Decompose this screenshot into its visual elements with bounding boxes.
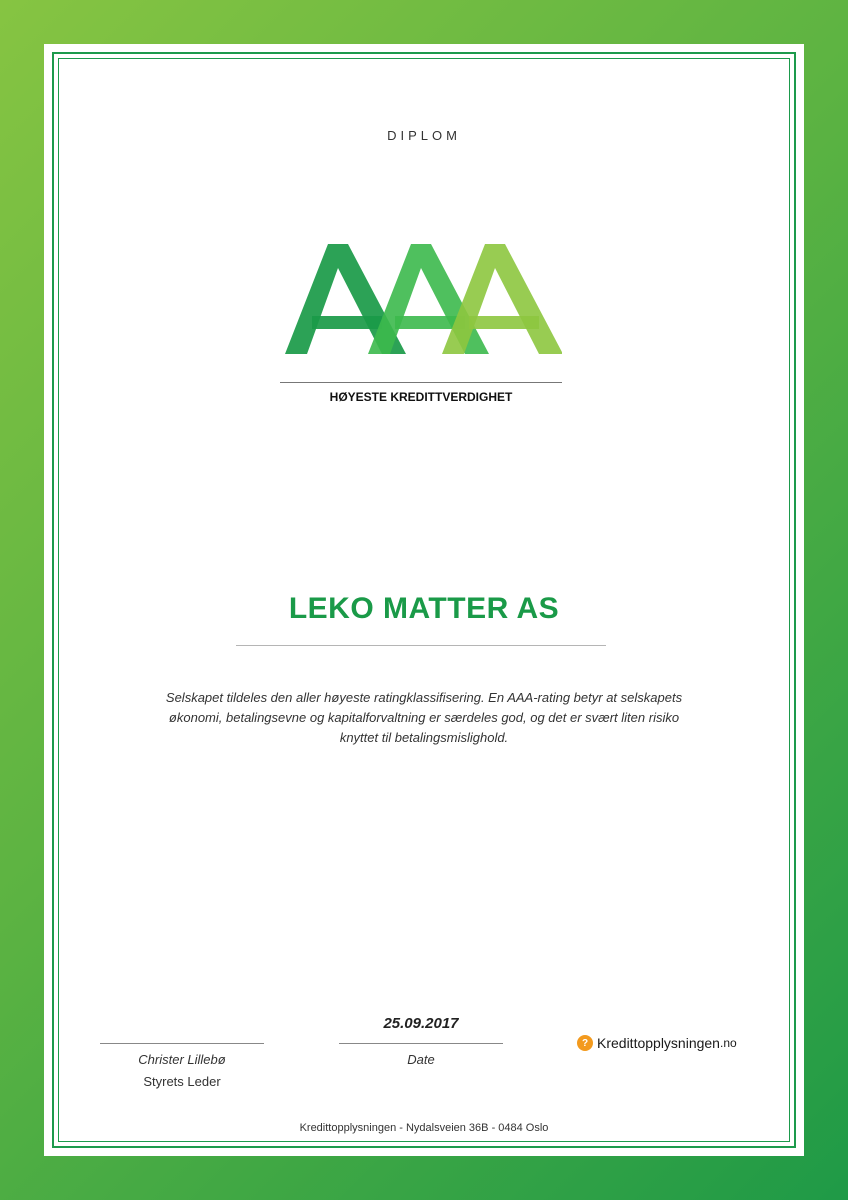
- diploma-page: [44, 44, 804, 1156]
- footer-address: Kredittopplysningen - Nydalsveien 36B - 0484 Oslo: [299, 1122, 549, 1134]
- rating-tagline: HØYESTE KREDITTVERDIGHET: [329, 390, 513, 404]
- signer-title: Styrets Leder: [143, 1074, 221, 1089]
- logo-underline: [280, 382, 562, 383]
- aaa-rating-logo: [280, 234, 562, 409]
- brand-logo: [577, 1033, 737, 1053]
- signature-line: [100, 1043, 264, 1044]
- company-divider: [236, 645, 606, 646]
- rating-description: Selskapet tildeles den aller høyeste ratingklassifisering. En AAA-rating betyr at selskapets økonomi, betalingsevne og kapitalforvaltning er særdeles god, og det er svært liten risiko knyttet til betalingsmislighold.: [165, 690, 683, 745]
- signer-name: Christer Lillebø: [138, 1052, 226, 1067]
- diploma-heading: DIPLOM: [387, 128, 461, 143]
- date-label: Date: [407, 1052, 435, 1067]
- date-line: [339, 1043, 503, 1044]
- company-name: LEKO MATTER AS: [288, 592, 560, 625]
- brand-name: Kredittopplysningen: [597, 1035, 720, 1051]
- issue-date: 25.09.2017: [383, 1015, 459, 1032]
- brand-tld: .no: [719, 1036, 737, 1050]
- question-mark-icon: ?: [577, 1035, 593, 1051]
